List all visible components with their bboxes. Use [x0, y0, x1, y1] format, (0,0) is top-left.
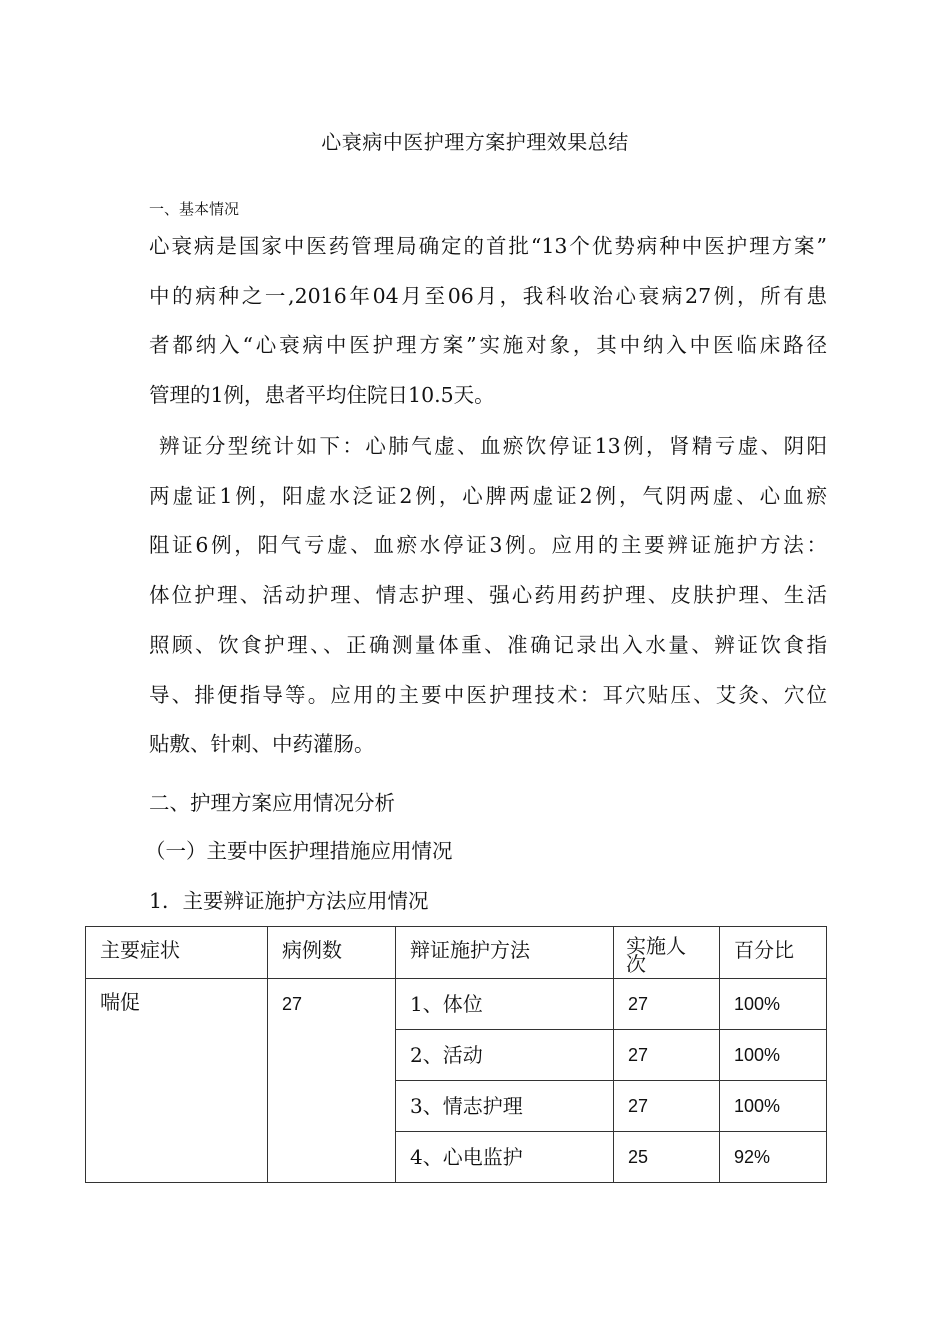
cell-count: 25 — [614, 1132, 720, 1183]
table-header-row — [86, 927, 827, 979]
cell-percent: 100% — [720, 1081, 827, 1132]
document-title: 心衰病中医护理方案护理效果总结 — [321, 130, 629, 154]
cell-symptom: 喘促 — [86, 979, 268, 1183]
paragraph-line: 贴敷、针刺、中药灌肠。 — [149, 732, 375, 757]
cell-percent: 92% — [720, 1132, 827, 1183]
cell-percent: 100% — [720, 1030, 827, 1081]
paragraph-line: 两虚证1例，阳虚水泛证2例，心脾两虚证2例，气阴两虚、心血瘀 — [149, 483, 827, 508]
cell-case-count: 27 — [268, 979, 396, 1183]
paragraph-line: 中的病种之一,2016年04月至06月，我科收治心衰病27例，所有患 — [149, 283, 827, 308]
column-header-percent: 百分比 — [720, 927, 827, 979]
paragraph-line: 辨证分型统计如下：心肺气虚、血瘀饮停证13例，肾精亏虚、阴阳 — [159, 434, 827, 458]
paragraph-line: 导、排便指导等。应用的主要中医护理技术：耳穴贴压、艾灸、穴位 — [149, 682, 827, 707]
cell-percent: 100% — [720, 979, 827, 1030]
column-header-cases: 病例数 — [268, 927, 396, 979]
cell-count: 27 — [614, 979, 720, 1030]
section-heading-application-analysis: 二、护理方案应用情况分析 — [149, 791, 395, 815]
column-header-count: 实施人次 — [614, 927, 720, 979]
paragraph-overview — [149, 222, 827, 421]
cell-method: 4、心电监护 — [396, 1132, 614, 1183]
paragraph-line: 心衰病是国家中医药管理局确定的首批“13个优势病种中医护理方案” — [149, 234, 827, 258]
cell-method: 2、活动 — [396, 1030, 614, 1081]
item-heading-nursing-methods: 1．主要辨证施护方法应用情况 — [149, 889, 429, 913]
subsection-heading-tcm-measures: （一）主要中医护理措施应用情况 — [145, 839, 453, 863]
paragraph-syndrome-statistics — [149, 422, 827, 770]
table-row — [86, 979, 827, 1030]
column-header-symptom: 主要症状 — [86, 927, 268, 979]
cell-count: 27 — [614, 1030, 720, 1081]
paragraph-line: 者都纳入“心衰病中医护理方案”实施对象，其中纳入中医临床路径 — [149, 333, 827, 358]
cell-method: 3、情志护理 — [396, 1081, 614, 1132]
paragraph-line: 阻证6例，阳气亏虚、血瘀水停证3例。应用的主要辨证施护方法： — [149, 533, 827, 558]
paragraph-line: 管理的1例，患者平均住院日10.5天。 — [149, 383, 495, 408]
cell-method: 1、体位 — [396, 979, 614, 1030]
column-header-method: 辩证施护方法 — [396, 927, 614, 979]
paragraph-line: 照顾、饮食护理、、正确测量体重、准确记录出入水量、辨证饮食指 — [149, 632, 827, 657]
section-heading-basic-info: 一、基本情况 — [149, 200, 240, 218]
nursing-methods-table — [85, 926, 827, 1183]
paragraph-line: 体位护理、活动护理、情志护理、强心药用药护理、皮肤护理、生活 — [149, 583, 827, 608]
cell-count: 27 — [614, 1081, 720, 1132]
